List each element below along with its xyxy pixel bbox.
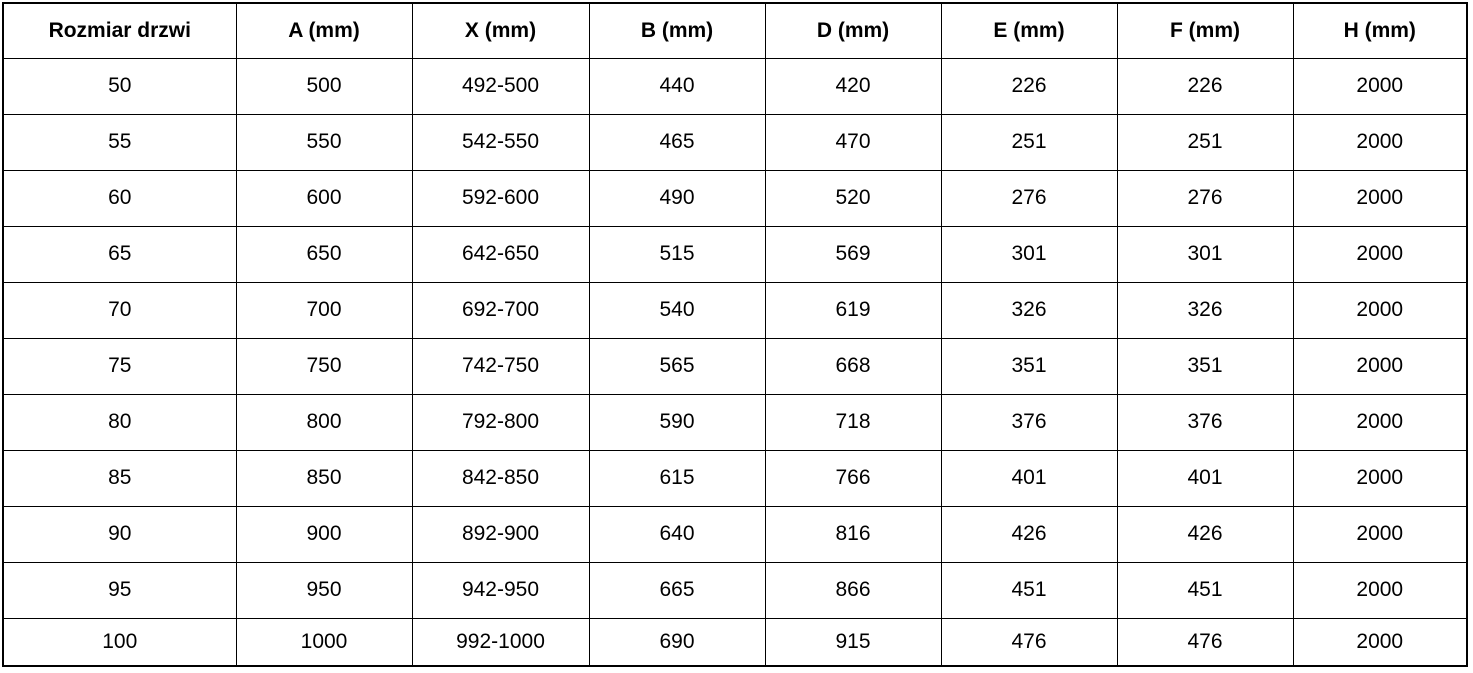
table-cell: 2000 (1293, 114, 1467, 170)
table-row (3, 170, 1467, 226)
column-header-a: A (mm) (236, 3, 412, 58)
table-cell: 351 (941, 338, 1117, 394)
table-cell: 301 (941, 226, 1117, 282)
door-dimensions-table (2, 2, 1468, 667)
table-cell: 665 (589, 562, 765, 618)
table-cell: 692-700 (412, 282, 589, 338)
column-header-rozmiar-drzwi: Rozmiar drzwi (3, 3, 236, 58)
table-cell: 2000 (1293, 394, 1467, 450)
table-row (3, 450, 1467, 506)
table-cell: 50 (3, 58, 236, 114)
table-cell: 542-550 (412, 114, 589, 170)
table-cell: 515 (589, 226, 765, 282)
table-cell: 80 (3, 394, 236, 450)
table-cell: 70 (3, 282, 236, 338)
table-cell: 619 (765, 282, 941, 338)
table-cell: 992-1000 (412, 618, 589, 666)
table-cell: 2000 (1293, 618, 1467, 666)
table-cell: 950 (236, 562, 412, 618)
table-cell: 718 (765, 394, 941, 450)
table-cell: 742-750 (412, 338, 589, 394)
table-cell: 550 (236, 114, 412, 170)
column-header-e: E (mm) (941, 3, 1117, 58)
table-cell: 2000 (1293, 170, 1467, 226)
table-cell: 2000 (1293, 338, 1467, 394)
table-cell: 426 (941, 506, 1117, 562)
table-cell: 2000 (1293, 506, 1467, 562)
table-header (3, 3, 1467, 58)
table-cell: 376 (1117, 394, 1293, 450)
table-row (3, 562, 1467, 618)
table-cell: 470 (765, 114, 941, 170)
table-cell: 892-900 (412, 506, 589, 562)
table-row (3, 338, 1467, 394)
table-cell: 792-800 (412, 394, 589, 450)
table-cell: 2000 (1293, 282, 1467, 338)
table-cell: 942-950 (412, 562, 589, 618)
column-header-d: D (mm) (765, 3, 941, 58)
table-cell: 401 (941, 450, 1117, 506)
table-cell: 569 (765, 226, 941, 282)
table-cell: 420 (765, 58, 941, 114)
table-row (3, 618, 1467, 666)
table-row (3, 114, 1467, 170)
table-cell: 500 (236, 58, 412, 114)
table-cell: 100 (3, 618, 236, 666)
table-cell: 565 (589, 338, 765, 394)
table-row (3, 282, 1467, 338)
table-cell: 465 (589, 114, 765, 170)
table-cell: 451 (941, 562, 1117, 618)
table-cell: 376 (941, 394, 1117, 450)
table-cell: 326 (1117, 282, 1293, 338)
table-cell: 1000 (236, 618, 412, 666)
table-cell: 590 (589, 394, 765, 450)
table-cell: 476 (941, 618, 1117, 666)
table-cell: 476 (1117, 618, 1293, 666)
table-cell: 426 (1117, 506, 1293, 562)
table-cell: 401 (1117, 450, 1293, 506)
table-cell: 301 (1117, 226, 1293, 282)
table-row (3, 394, 1467, 450)
table-cell: 668 (765, 338, 941, 394)
table-cell: 766 (765, 450, 941, 506)
table-cell: 2000 (1293, 226, 1467, 282)
table-cell: 85 (3, 450, 236, 506)
table-cell: 642-650 (412, 226, 589, 282)
table-cell: 540 (589, 282, 765, 338)
table-cell: 226 (941, 58, 1117, 114)
header-row (3, 3, 1467, 58)
table-cell: 65 (3, 226, 236, 282)
table-cell: 592-600 (412, 170, 589, 226)
table-cell: 850 (236, 450, 412, 506)
table-row (3, 226, 1467, 282)
table-cell: 251 (1117, 114, 1293, 170)
table-cell: 640 (589, 506, 765, 562)
table-cell: 2000 (1293, 450, 1467, 506)
table-cell: 75 (3, 338, 236, 394)
table-cell: 95 (3, 562, 236, 618)
table-row (3, 506, 1467, 562)
table-cell: 816 (765, 506, 941, 562)
table-body (3, 58, 1467, 666)
column-header-h: H (mm) (1293, 3, 1467, 58)
table-cell: 866 (765, 562, 941, 618)
table-cell: 276 (941, 170, 1117, 226)
table-cell: 690 (589, 618, 765, 666)
table-cell: 800 (236, 394, 412, 450)
table-cell: 915 (765, 618, 941, 666)
column-header-f: F (mm) (1117, 3, 1293, 58)
table-cell: 650 (236, 226, 412, 282)
table-cell: 326 (941, 282, 1117, 338)
table-cell: 55 (3, 114, 236, 170)
column-header-b: B (mm) (589, 3, 765, 58)
table-cell: 492-500 (412, 58, 589, 114)
table-cell: 251 (941, 114, 1117, 170)
table-cell: 520 (765, 170, 941, 226)
table-cell: 490 (589, 170, 765, 226)
table-cell: 440 (589, 58, 765, 114)
table-cell: 2000 (1293, 58, 1467, 114)
table-cell: 842-850 (412, 450, 589, 506)
table-row (3, 58, 1467, 114)
table-cell: 900 (236, 506, 412, 562)
table-cell: 615 (589, 450, 765, 506)
table-cell: 351 (1117, 338, 1293, 394)
table-cell: 700 (236, 282, 412, 338)
table-cell: 600 (236, 170, 412, 226)
table-cell: 90 (3, 506, 236, 562)
column-header-x: X (mm) (412, 3, 589, 58)
table-cell: 2000 (1293, 562, 1467, 618)
table-cell: 226 (1117, 58, 1293, 114)
table-cell: 750 (236, 338, 412, 394)
table-cell: 451 (1117, 562, 1293, 618)
table-cell: 276 (1117, 170, 1293, 226)
table-cell: 60 (3, 170, 236, 226)
